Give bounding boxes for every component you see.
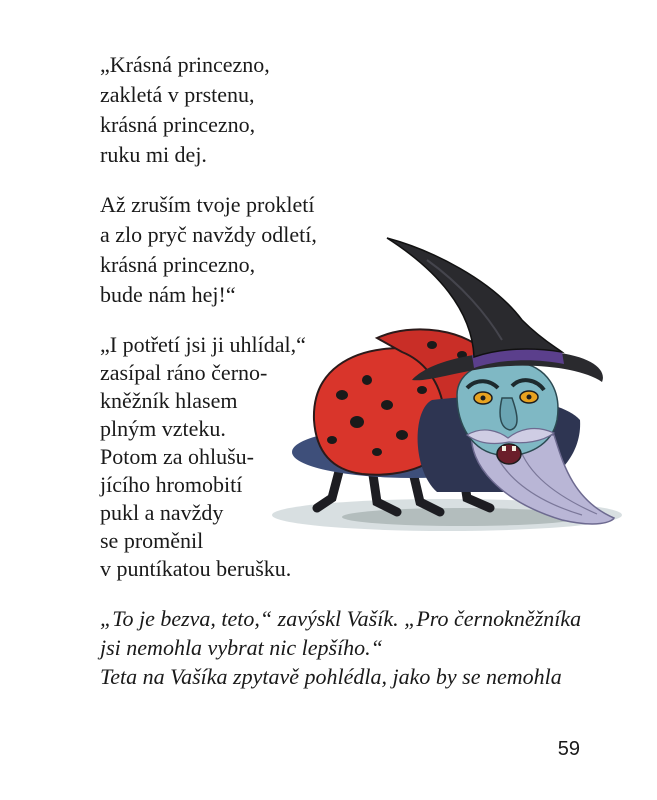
prose-line: kněžník hlasem (100, 388, 238, 413)
prose-line: jícího hromobití (100, 472, 243, 497)
dialogue-line: Teta na Vašíka zpytavě pohlédla, jako by se nemohla (100, 664, 562, 689)
dialogue-line: jsi nemohla vybrat nic lepšího.“ (100, 635, 383, 660)
verse2-line: bude nám hej!“ (100, 282, 236, 307)
verse1-line: „Krásná princezno, (100, 52, 270, 77)
dialogue-line: „To je bezva, teto,“ zavýskl Vašík. „Pro černokněžníka (100, 606, 582, 631)
prose-line: „I potřetí jsi ji uhlídal,“ (100, 332, 306, 357)
verse2-line: Až zruším tvoje prokletí (100, 192, 315, 217)
prose-line: plným vzteku. (100, 416, 226, 441)
verse2-line: a zlo pryč navždy odletí, (100, 222, 317, 247)
prose-line: se proměnil (100, 528, 204, 553)
prose-line: pukl a navždy (100, 500, 224, 525)
prose-line: Potom za ohlušu- (100, 444, 254, 469)
verse2-line: krásná princezno, (100, 252, 256, 277)
prose-line: zasípal ráno černo- (100, 360, 268, 385)
mouth (497, 444, 521, 464)
verse1-line: krásná princezno, (100, 112, 256, 137)
prose-line: v puntíkatou berušku. (100, 556, 292, 581)
verse1-line: zakletá v prstenu, (100, 82, 255, 107)
ladybug-sorcerer-illustration (262, 230, 632, 550)
page-number: 59 (557, 738, 580, 760)
verse1-line: ruku mi dej. (100, 142, 207, 167)
